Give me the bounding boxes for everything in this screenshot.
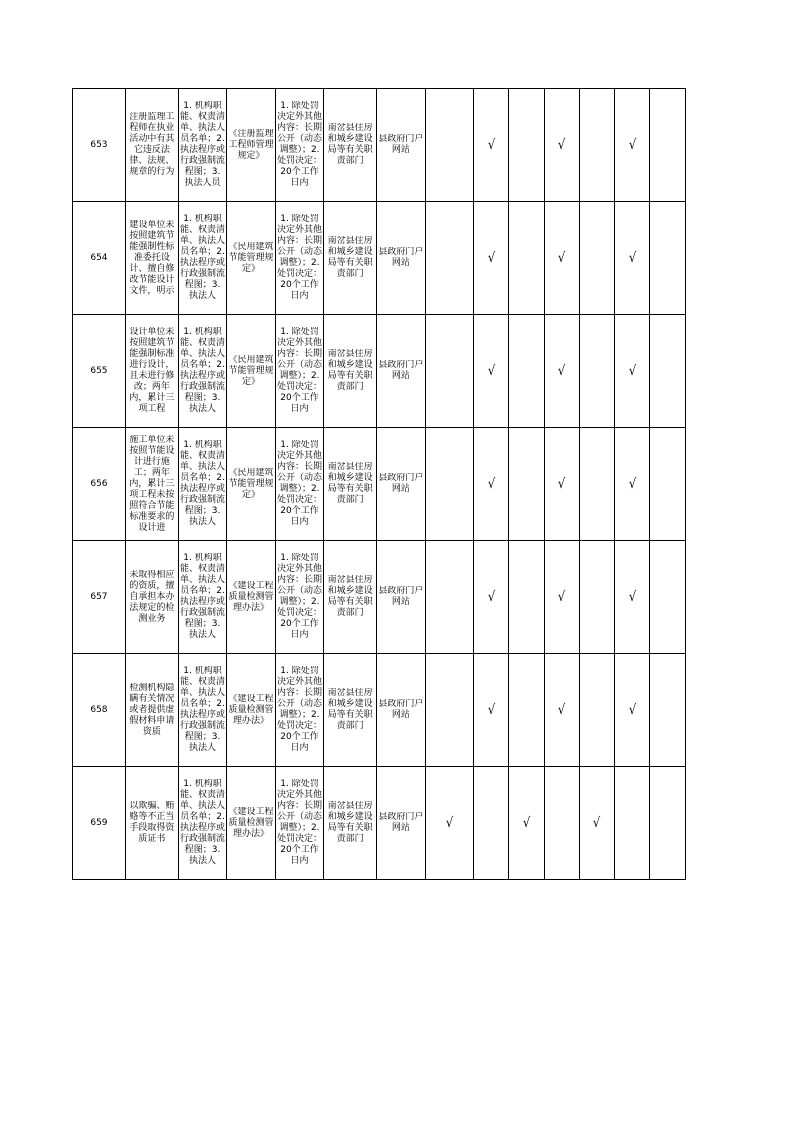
row-basis-text: 《民用建筑节能管理规定》 xyxy=(228,467,274,500)
row-check-1 xyxy=(425,541,473,654)
row-check-2: √ xyxy=(474,654,509,767)
row-check-5 xyxy=(579,315,614,428)
row-item-text: 检测机构隐瞒有关情况或者提供虚假材料申请资质 xyxy=(129,682,175,737)
row-check-4: √ xyxy=(544,202,579,315)
row-check-4: √ xyxy=(544,654,579,767)
row-check-5 xyxy=(579,202,614,315)
row-detail-text: 1. 除处罚决定外其他内容：长期公开（动态调整）；2. 处罚决定：20个工作日内 xyxy=(276,327,322,414)
row-check-5 xyxy=(579,89,614,202)
row-check-3 xyxy=(509,315,544,428)
row-check-2: √ xyxy=(474,315,509,428)
row-basis xyxy=(227,654,275,767)
row-check-7 xyxy=(650,202,685,315)
row-id: 658 xyxy=(73,654,126,767)
row-basis xyxy=(227,428,275,541)
row-site xyxy=(377,315,425,428)
row-check-4: √ xyxy=(544,428,579,541)
row-content xyxy=(178,541,226,654)
row-dept xyxy=(324,315,377,428)
row-check-7 xyxy=(650,767,685,880)
row-dept-text: 南岔县住房和城乡建设局等有关职责部门 xyxy=(327,801,373,844)
row-dept-text: 南岔县住房和城乡建设局等有关职责部门 xyxy=(327,462,373,505)
table-row xyxy=(73,767,721,880)
row-content xyxy=(178,202,226,315)
row-site-text: 县政府门户网站 xyxy=(378,247,424,268)
table-row xyxy=(73,315,721,428)
row-item xyxy=(125,654,178,767)
row-check-3 xyxy=(509,89,544,202)
row-dept-text: 南岔县住房和城乡建设局等有关职责部门 xyxy=(327,236,373,279)
row-check-4: √ xyxy=(544,89,579,202)
row-check-1 xyxy=(425,202,473,315)
row-detail xyxy=(275,202,323,315)
row-detail xyxy=(275,767,323,880)
row-detail-text: 1. 除处罚决定外其他内容：长期公开（动态调整）；2. 处罚决定：20个工作日内 xyxy=(276,214,322,301)
row-dept xyxy=(324,541,377,654)
row-item-text: 设计单位未按照建筑节能强制标准进行设计，且未进行修改；两年内，累计三项工程 xyxy=(129,327,175,414)
row-dept xyxy=(324,428,377,541)
row-id: 659 xyxy=(73,767,126,880)
table-body xyxy=(73,89,721,880)
row-detail xyxy=(275,654,323,767)
row-check-4: √ xyxy=(544,541,579,654)
row-item xyxy=(125,315,178,428)
row-content xyxy=(178,654,226,767)
row-item xyxy=(125,767,178,880)
row-detail-text: 1. 除处罚决定外其他内容：长期公开（动态调整）；2. 处罚决定：20个工作日内 xyxy=(276,440,322,527)
row-id: 656 xyxy=(73,428,126,541)
row-basis-text: 《建设工程质量检测管理办法》 xyxy=(228,580,274,613)
row-item xyxy=(125,89,178,202)
row-id: 653 xyxy=(73,89,126,202)
row-check-2: √ xyxy=(474,89,509,202)
row-site-text: 县政府门户网站 xyxy=(378,586,424,607)
row-check-6: √ xyxy=(615,89,650,202)
row-check-3: √ xyxy=(509,767,544,880)
row-check-6 xyxy=(615,767,650,880)
row-check-6: √ xyxy=(615,654,650,767)
row-dept-text: 南岔县住房和城乡建设局等有关职责部门 xyxy=(327,575,373,618)
row-check-1 xyxy=(425,428,473,541)
row-check-1: √ xyxy=(425,767,473,880)
row-dept-text: 南岔县住房和城乡建设局等有关职责部门 xyxy=(327,349,373,392)
row-content-text: 1. 机构职能、权责清单、执法人员名单；2. 执法程序或行政强制流程图；3. 执法人 xyxy=(180,214,226,301)
row-content-text: 1. 机构职能、权责清单、执法人员名单；2. 执法程序或行政强制流程图；3. 执法人 xyxy=(180,327,226,414)
row-basis xyxy=(227,89,275,202)
row-detail-text: 1. 除处罚决定外其他内容：长期公开（动态调整）；2. 处罚决定：20个工作日内 xyxy=(276,101,322,188)
row-content-text: 1. 机构职能、权责清单、执法人员名单；2. 执法程序或行政强制流程图；3. 执法人 xyxy=(180,779,226,866)
row-check-2: √ xyxy=(474,202,509,315)
row-check-4 xyxy=(544,767,579,880)
row-content-text: 1. 机构职能、权责清单、执法人员名单；2. 执法程序或行政强制流程图；3. 执法人 xyxy=(180,666,226,753)
row-dept xyxy=(324,202,377,315)
row-item-text: 施工单位未按照节能设计进行施工；两年内，累计三项工程未按照符合节能标准要求的设计进 xyxy=(129,434,175,533)
row-check-3 xyxy=(509,654,544,767)
row-site-text: 县政府门户网站 xyxy=(378,360,424,381)
row-detail-text: 1. 除处罚决定外其他内容：长期公开（动态调整）；2. 处罚决定：20个工作日内 xyxy=(276,666,322,753)
row-check-7 xyxy=(650,541,685,654)
row-item xyxy=(125,202,178,315)
row-item-text: 未取得相应的资质，擅自承担本办法规定的检测业务 xyxy=(129,569,175,624)
row-detail xyxy=(275,315,323,428)
row-check-5 xyxy=(579,541,614,654)
row-item-text: 建设单位未按照建筑节能强制性标准委托设计、擅自修改节能设计文件，明示 xyxy=(129,219,175,296)
row-detail xyxy=(275,541,323,654)
row-site xyxy=(377,654,425,767)
row-check-5 xyxy=(579,654,614,767)
row-basis xyxy=(227,202,275,315)
row-basis xyxy=(227,541,275,654)
row-site-text: 县政府门户网站 xyxy=(378,134,424,155)
row-detail xyxy=(275,89,323,202)
row-dept-text: 南岔县住房和城乡建设局等有关职责部门 xyxy=(327,688,373,731)
row-dept xyxy=(324,654,377,767)
row-check-3 xyxy=(509,428,544,541)
row-check-6: √ xyxy=(615,315,650,428)
row-basis-text: 《民用建筑节能管理规定》 xyxy=(228,241,274,274)
row-dept-text: 南岔县住房和城乡建设局等有关职责部门 xyxy=(327,123,373,166)
table-row xyxy=(73,202,721,315)
row-dept xyxy=(324,767,377,880)
row-check-7 xyxy=(650,315,685,428)
row-item-text: 以欺骗、贿赂等不正当手段取得资质证书 xyxy=(129,801,175,844)
row-content xyxy=(178,89,226,202)
row-check-1 xyxy=(425,89,473,202)
row-check-1 xyxy=(425,315,473,428)
row-check-7 xyxy=(650,89,685,202)
row-check-1 xyxy=(425,654,473,767)
row-item xyxy=(125,428,178,541)
row-check-5 xyxy=(579,428,614,541)
row-site xyxy=(377,428,425,541)
row-item-text: 注册监理工程师在执业活动中有其它违反法律、法规、规章的行为 xyxy=(129,112,175,177)
row-id: 655 xyxy=(73,315,126,428)
row-site xyxy=(377,202,425,315)
row-basis-text: 《民用建筑节能管理规定》 xyxy=(228,354,274,387)
row-check-5: √ xyxy=(579,767,614,880)
row-content xyxy=(178,428,226,541)
row-detail xyxy=(275,428,323,541)
row-check-2: √ xyxy=(474,428,509,541)
row-basis xyxy=(227,315,275,428)
row-site xyxy=(377,767,425,880)
row-check-7 xyxy=(650,428,685,541)
row-id: 657 xyxy=(73,541,126,654)
table-row xyxy=(73,654,721,767)
table-row xyxy=(73,541,721,654)
table-row xyxy=(73,428,721,541)
row-check-4: √ xyxy=(544,315,579,428)
public-disclosure-table xyxy=(72,88,721,880)
row-basis-text: 《建设工程质量检测管理办法》 xyxy=(228,806,274,839)
row-content xyxy=(178,767,226,880)
row-detail-text: 1. 除处罚决定外其他内容：长期公开（动态调整）；2. 处罚决定：20个工作日内 xyxy=(276,779,322,866)
row-basis xyxy=(227,767,275,880)
row-content-text: 1. 机构职能、权责清单、执法人员名单；2. 执法程序或行政强制流程图；3. 执法人 xyxy=(180,553,226,640)
row-site xyxy=(377,89,425,202)
row-check-6: √ xyxy=(615,202,650,315)
row-check-2 xyxy=(474,767,509,880)
row-site-text: 县政府门户网站 xyxy=(378,473,424,494)
row-content-text: 1. 机构职能、权责清单、执法人员名单；2. 执法程序或行政强制流程图；3. 执法人 xyxy=(180,440,226,527)
row-basis-text: 《建设工程质量检测管理办法》 xyxy=(228,693,274,726)
row-check-3 xyxy=(509,202,544,315)
row-content xyxy=(178,315,226,428)
row-dept xyxy=(324,89,377,202)
row-check-3 xyxy=(509,541,544,654)
row-check-6: √ xyxy=(615,428,650,541)
row-check-7 xyxy=(650,654,685,767)
row-site xyxy=(377,541,425,654)
row-check-2: √ xyxy=(474,541,509,654)
row-check-6: √ xyxy=(615,541,650,654)
row-detail-text: 1. 除处罚决定外其他内容：长期公开（动态调整）；2. 处罚决定：20个工作日内 xyxy=(276,553,322,640)
row-basis-text: 《注册监理工程师管理规定》 xyxy=(228,128,274,161)
row-content-text: 1. 机构职能、权责清单、执法人员名单；2. 执法程序或行政强制流程图；3. 执法人员 xyxy=(180,101,226,188)
row-item xyxy=(125,541,178,654)
table-row xyxy=(73,89,721,202)
row-site-text: 县政府门户网站 xyxy=(378,699,424,720)
row-site-text: 县政府门户网站 xyxy=(378,812,424,833)
row-id: 654 xyxy=(73,202,126,315)
